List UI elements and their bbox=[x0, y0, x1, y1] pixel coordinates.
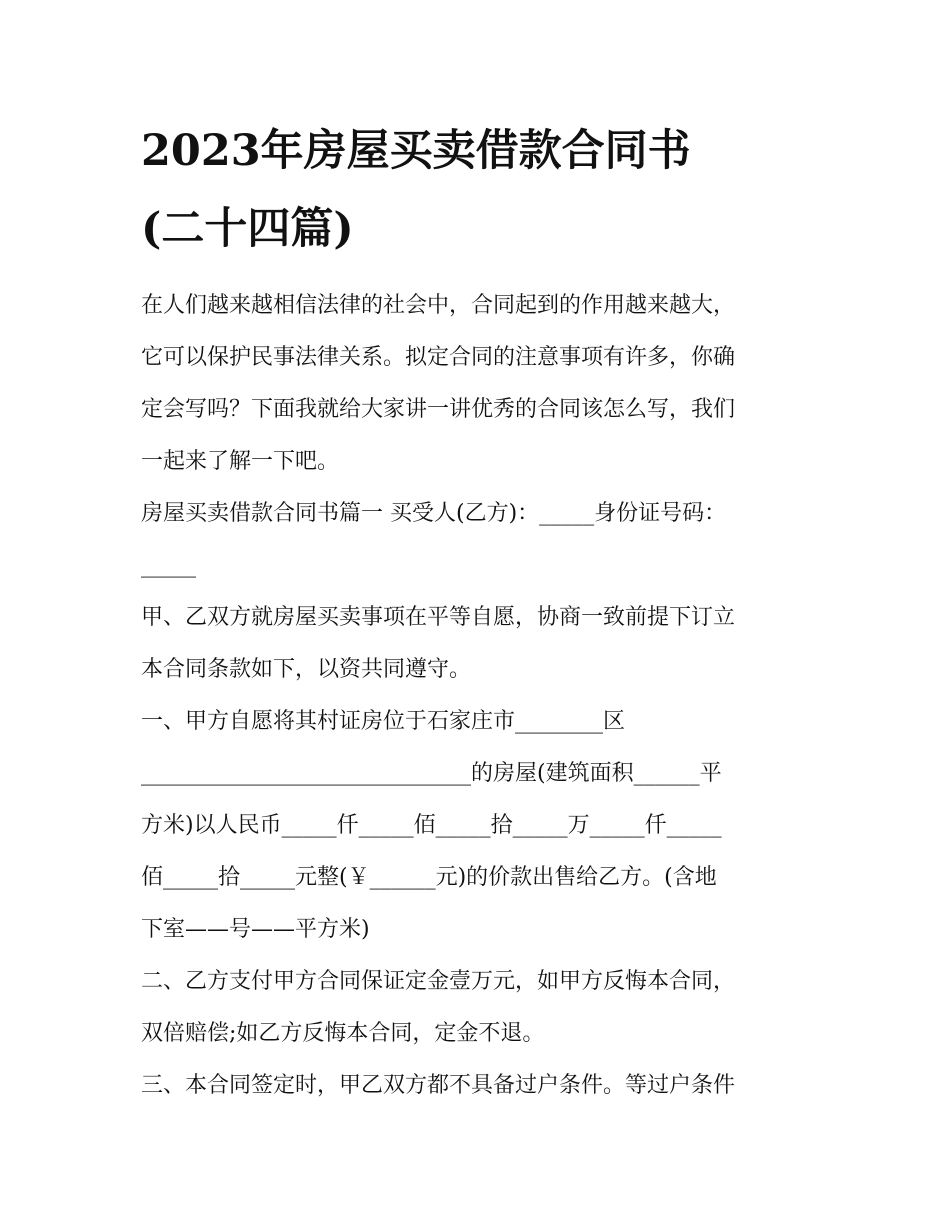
intro-paragraph bbox=[141, 280, 813, 488]
agreement-paragraph bbox=[141, 592, 813, 696]
text-line: 二、乙方支付甲方合同保证定金壹万元，如甲方反悔本合同， bbox=[141, 969, 736, 994]
text-line: ______________________________的房屋(建筑面积______平 bbox=[141, 761, 722, 786]
text-line: 本合同条款如下，以资共同遵守。 bbox=[141, 657, 472, 682]
text-line: 佰_____拾_____元整(￥______元)的价款出售给乙方。(含地 bbox=[141, 865, 717, 890]
clause-3-paragraph bbox=[141, 1060, 813, 1112]
text-line: 下室——号——平方米) bbox=[141, 917, 370, 942]
text-line: 定会写吗？下面我就给大家讲一讲优秀的合同该怎么写，我们 bbox=[141, 397, 736, 422]
text-line: 它可以保护民事法律关系。拟定合同的注意事项有许多，你确 bbox=[141, 345, 736, 370]
text-line: 一起来了解一下吧。 bbox=[141, 449, 340, 474]
text-line: _____ bbox=[141, 553, 196, 578]
title-line-1: 2023年房屋买卖借款合同书 bbox=[141, 126, 691, 176]
clause-2-paragraph bbox=[141, 956, 813, 1060]
buyer-info-paragraph bbox=[141, 488, 813, 592]
text-line: 三、本合同签定时，甲乙双方都不具备过户条件。等过户条件 bbox=[141, 1073, 736, 1098]
title-line-2: (二十四篇) bbox=[141, 204, 354, 254]
document-page bbox=[141, 112, 813, 1112]
text-line: 一、甲方自愿将其村证房位于石家庄市________区 bbox=[141, 709, 626, 734]
clause-1-paragraph bbox=[141, 696, 813, 956]
text-line: 甲、乙双方就房屋买卖事项在平等自愿，协商一致前提下订立 bbox=[141, 605, 736, 630]
text-line: 房屋买卖借款合同书篇一 买受人(乙方)：_____身份证号码： bbox=[141, 501, 727, 526]
text-line: 在人们越来越相信法律的社会中，合同起到的作用越来越大， bbox=[141, 293, 736, 318]
text-line: 双倍赔偿;如乙方反悔本合同，定金不退。 bbox=[141, 1021, 545, 1046]
document-title bbox=[141, 112, 813, 268]
text-line: 方米)以人民币_____仟_____佰_____拾_____万_____仟_____ bbox=[141, 813, 722, 838]
